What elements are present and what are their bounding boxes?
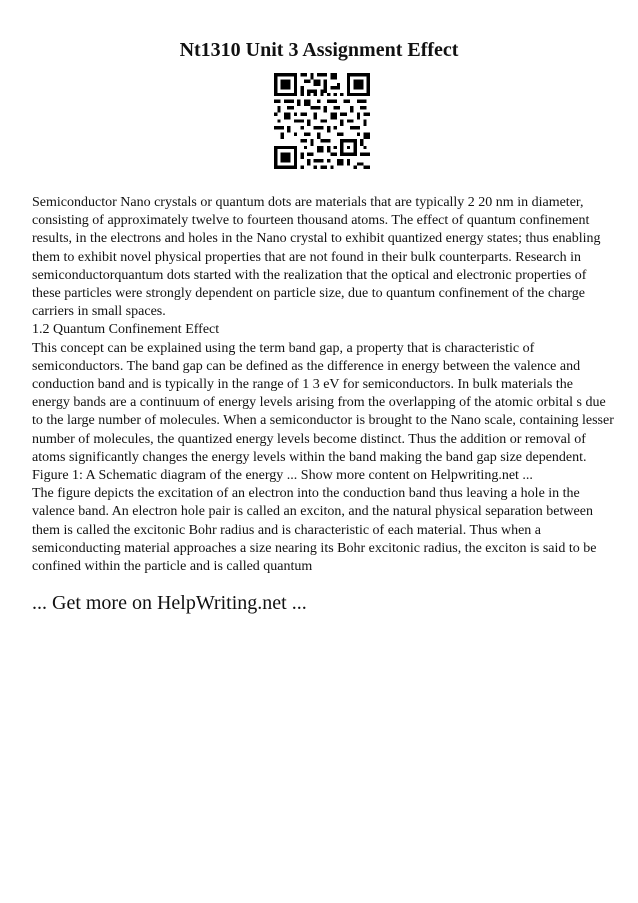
paragraph-intro: Semiconductor Nano crystals or quantum dots are materials that are typically 2 20 nm in diameter, consisting of approximately twelve to fourteen thousand atoms. The effect of quantum confinement results, in the electrons and holes in the Nano crystal to exhibit quantized energy states; thus enabling them to exhibit novel physical properties that are not found in their bulk counterparts. Research in semiconductorquantum dots started with the realization that the optical and electronic properties of these particles were strongly dependent on particle size, due to quantum confinement of the charge carriers in small spaces. <box>32 195 601 320</box>
paragraph-band-gap: This concept can be explained using the term band gap, a property that is characteristic of semiconductors. The band gap can be defined as the difference in energy between the valence and conduction band and is typically in the range of 1 3 eV for semiconductors. In bulk materials the energy bands are a continuum of energy levels arising from the overlapping of the atomic orbital s due to the large number of molecules. When a semiconductor is brought to the Nano scale, containing lesser number of molecules, the quantized energy levels become distinct. Thus the addition or removal of atoms significantly changes the energy levels within the band making the band gap size dependent. Figure 1: A Schematic diagram of the energy ... Show more content on Helpwriting.net ... <box>32 340 614 484</box>
get-more-link[interactable]: ... Get more on HelpWriting.net ... <box>32 592 307 614</box>
page-title: Nt1310 Unit 3 Assignment Effect <box>179 39 459 61</box>
qr-code-icon <box>274 73 370 169</box>
article-body <box>32 194 614 576</box>
paragraph-exciton: The figure depicts the excitation of an electron into the conduction band thus leaving a hole in the valence band. An electron hole pair is called an exciton, and the natural physical separation between them is called the excitonic Bohr radius and is characteristic of each material. Thus when a semiconducting material approaches a size nearing its Bohr excitonic radius, the exciton is said to be confined within the particle and is called quantum <box>32 486 597 575</box>
section-heading: 1.2 Quantum Confinement Effect <box>32 322 220 338</box>
